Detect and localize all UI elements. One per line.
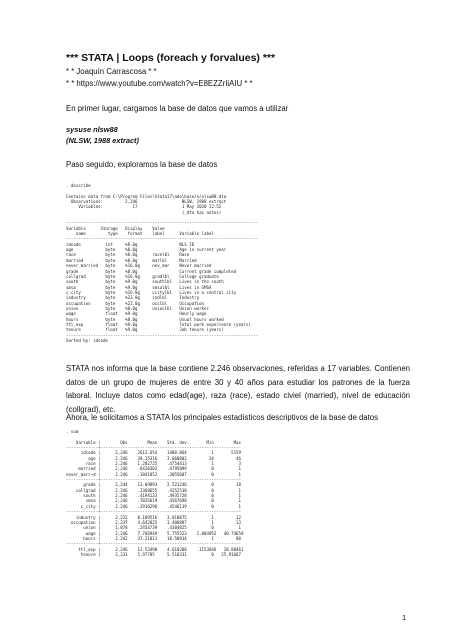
url-line: * * https://www.youtube.com/watch?v=E8EZZrIiAIU * * <box>66 79 253 88</box>
sysuse-command: sysuse nlsw88 <box>66 125 118 134</box>
page-number: 1 <box>402 613 407 622</box>
author-line: * * Joaquín Carrascosa * * <box>66 67 157 76</box>
summary-paragraph: Ahora, le solicitamos a STATA los principales estadísticos descriptivos de la base de datos <box>66 413 379 422</box>
describe-output: . describe Contains data from C:\Program Files\Stata17\ado\base/n/nlsw88.dta Observations: 2,246 NLSW, 1988 extract Variables: 17 1 May 2020 22:52 (_dta has notes) ------------------------------------------------------------------------------ Variable Storage Display Value name type format label Variable label ------------------------------------------------------------------------------ idcode int %8.0g NLS ID age byte %8.0g Age in current year race byte %8.0g racelbl Race married byte %8.0g marlbl Married never_married byte %16.0g nev_mar Never married grade byte %8.0g Current grade completed collgrad byte %16.0g gradlbl College graduate south byte %9.0g southlbl Lives in the south smsa byte %9.0g smsalbl Lives in SMSA c_city byte %16.0g ccitylbl Lives in a central city industry byte %23.0g indlbl Industry occupation byte %22.0g occlbl Occupation union byte %8.0g unionlbl Union worker wage float %9.0g Hourly wage hours byte %8.0g Usual hours worked ttl_exp float %9.0g Total work experience (years) tenure float %9.0g Job tenure (years) ------------------------------------------------------------------------------ Sorted by: idcode <box>66 183 259 343</box>
explore-paragraph: Paso seguido, exploramos la base de datos <box>66 160 218 169</box>
intro-paragraph: En primer lugar, cargamos la base de datos que vamos a utilizar <box>66 104 289 113</box>
description-paragraph: STATA nos informa que la base contiene 2.246 observaciones, referidas a 17 variables. Contienen datos de un grupo de mujeres de entre 30 y 40 años para estudiar los patrones de la fuerza laboral. Incluye datos como edad(age), raza (race), estado civiel (married), nivel de educación (collgrad), etc. <box>66 364 410 414</box>
sum-output: . sum Variable | Obs Mean Std. dev. Min Max -------------+--------------------------------------------------------- idcode | 2,246 2612.654 1480.864 1 5159 age | 2,246 39.15316 3.060002 34 46 race | 2,246 1.282725 .4754413 1 3 married | 2,246 .6420303 .4795099 0 1 never_marr~d | 2,246 .1041852 .3055687 0 1 -------------+--------------------------------------------------------- grade | 2,244 13.09893 2.521246 0 18 collgrad | 2,246 .2368655 .4252538 0 1 south | 2,246 .4194123 .4935728 0 1 smsa | 2,246 .7035619 .4567698 0 1 c_city | 2,246 .2916296 .4546139 0 1 -------------+--------------------------------------------------------- industry | 2,232 8.189516 3.010875 1 12 occupation | 2,237 4.642825 3.408897 1 13 union | 1,878 .2454739 .4304825 0 1 wage | 2,246 7.766949 5.755523 1.004952 40.74659 hours | 2,242 37.21811 10.50914 1 80 -------------+--------------------------------------------------------- ttl_exp | 2,246 12.53498 4.610208 .1153846 28.88461 tenure | 2,231 5.97785 5.510331 0 25.91667 <box>66 429 244 557</box>
document-title: *** STATA | Loops (foreach y forvalues) *** <box>66 52 276 64</box>
sysuse-note: (NLSW, 1988 extract) <box>66 136 139 145</box>
